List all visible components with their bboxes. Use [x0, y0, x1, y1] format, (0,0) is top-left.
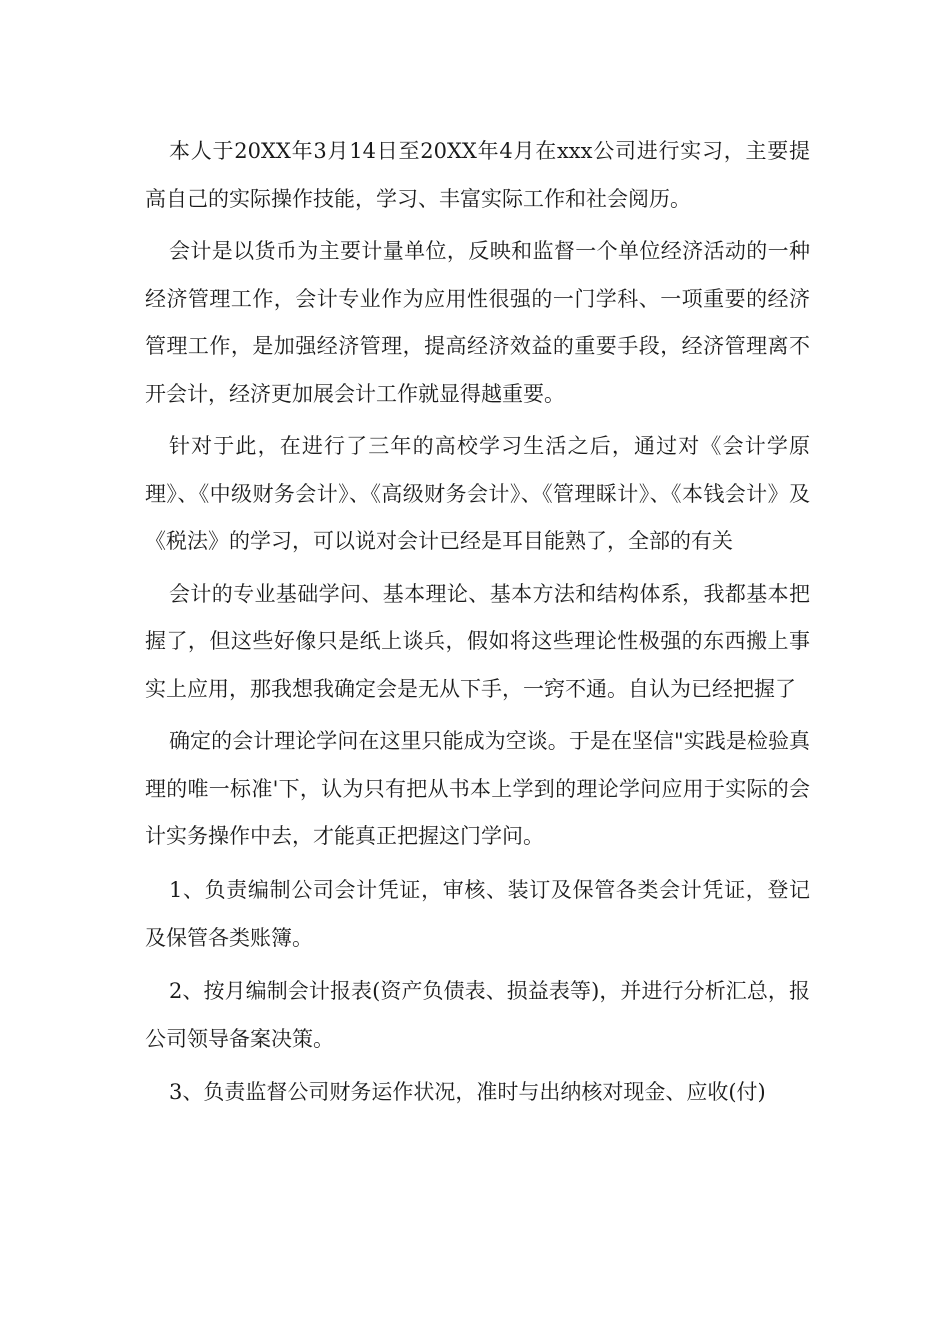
list-item-duty-3: 3、负责监督公司财务运作状况，准时与出纳核对现金、应收(付)	[169, 1079, 766, 1104]
document-body	[145, 128, 810, 1121]
paragraph-accounting-definition: 会计是以货币为主要计量单位，反映和监督一个单位经济活动的一种经济管理工作，会计专业作为应用性很强的一门学科、一项重要的经济管理工作，是加强经济管理，提高经济效益的重要手段，经济管理离不开会计，经济更加展会计工作就显得越重要。	[145, 239, 810, 406]
paragraph-practice-belief: 确定的会计理论学问在这里只能成为空谈。于是在坚信"实践是检验真理的唯一标准'下，认为只有把从书本上学到的理论学问应用于实际的会计实务操作中去，才能真正把握这门学问。	[145, 729, 810, 848]
paragraph-courses-studied: 针对于此，在进行了三年的高校学习生活之后，通过对《会计学原理》、《中级财务会计》、《高级财务会计》、《管理睬计》、《本钱会计》及《税法》的学习，可以说对会计已经是耳目能熟了，全部的有关	[145, 434, 810, 553]
paragraph-internship-intro: 本人于20XX年3月14日至20XX年4月在xxx公司进行实习，主要提高自己的实际操作技能，学习、丰富实际工作和社会阅历。	[145, 139, 810, 211]
list-item-duty-2: 2、按月编制会计报表(资产负债表、损益表等)，并进行分析汇总，报公司领导备案决策。	[145, 978, 810, 1051]
list-item-duty-1: 1、负责编制公司会计凭证，审核、装订及保管各类会计凭证，登记及保管各类账簿。	[145, 877, 810, 950]
paragraph-theory-basics: 会计的专业基础学问、基本理论、基本方法和结构体系，我都基本把握了，但这些好像只是纸上谈兵，假如将这些理论性极强的东西搬上事实上应用，那我想我确定会是无从下手，一窍不通。自认为已经把握了	[145, 581, 810, 701]
